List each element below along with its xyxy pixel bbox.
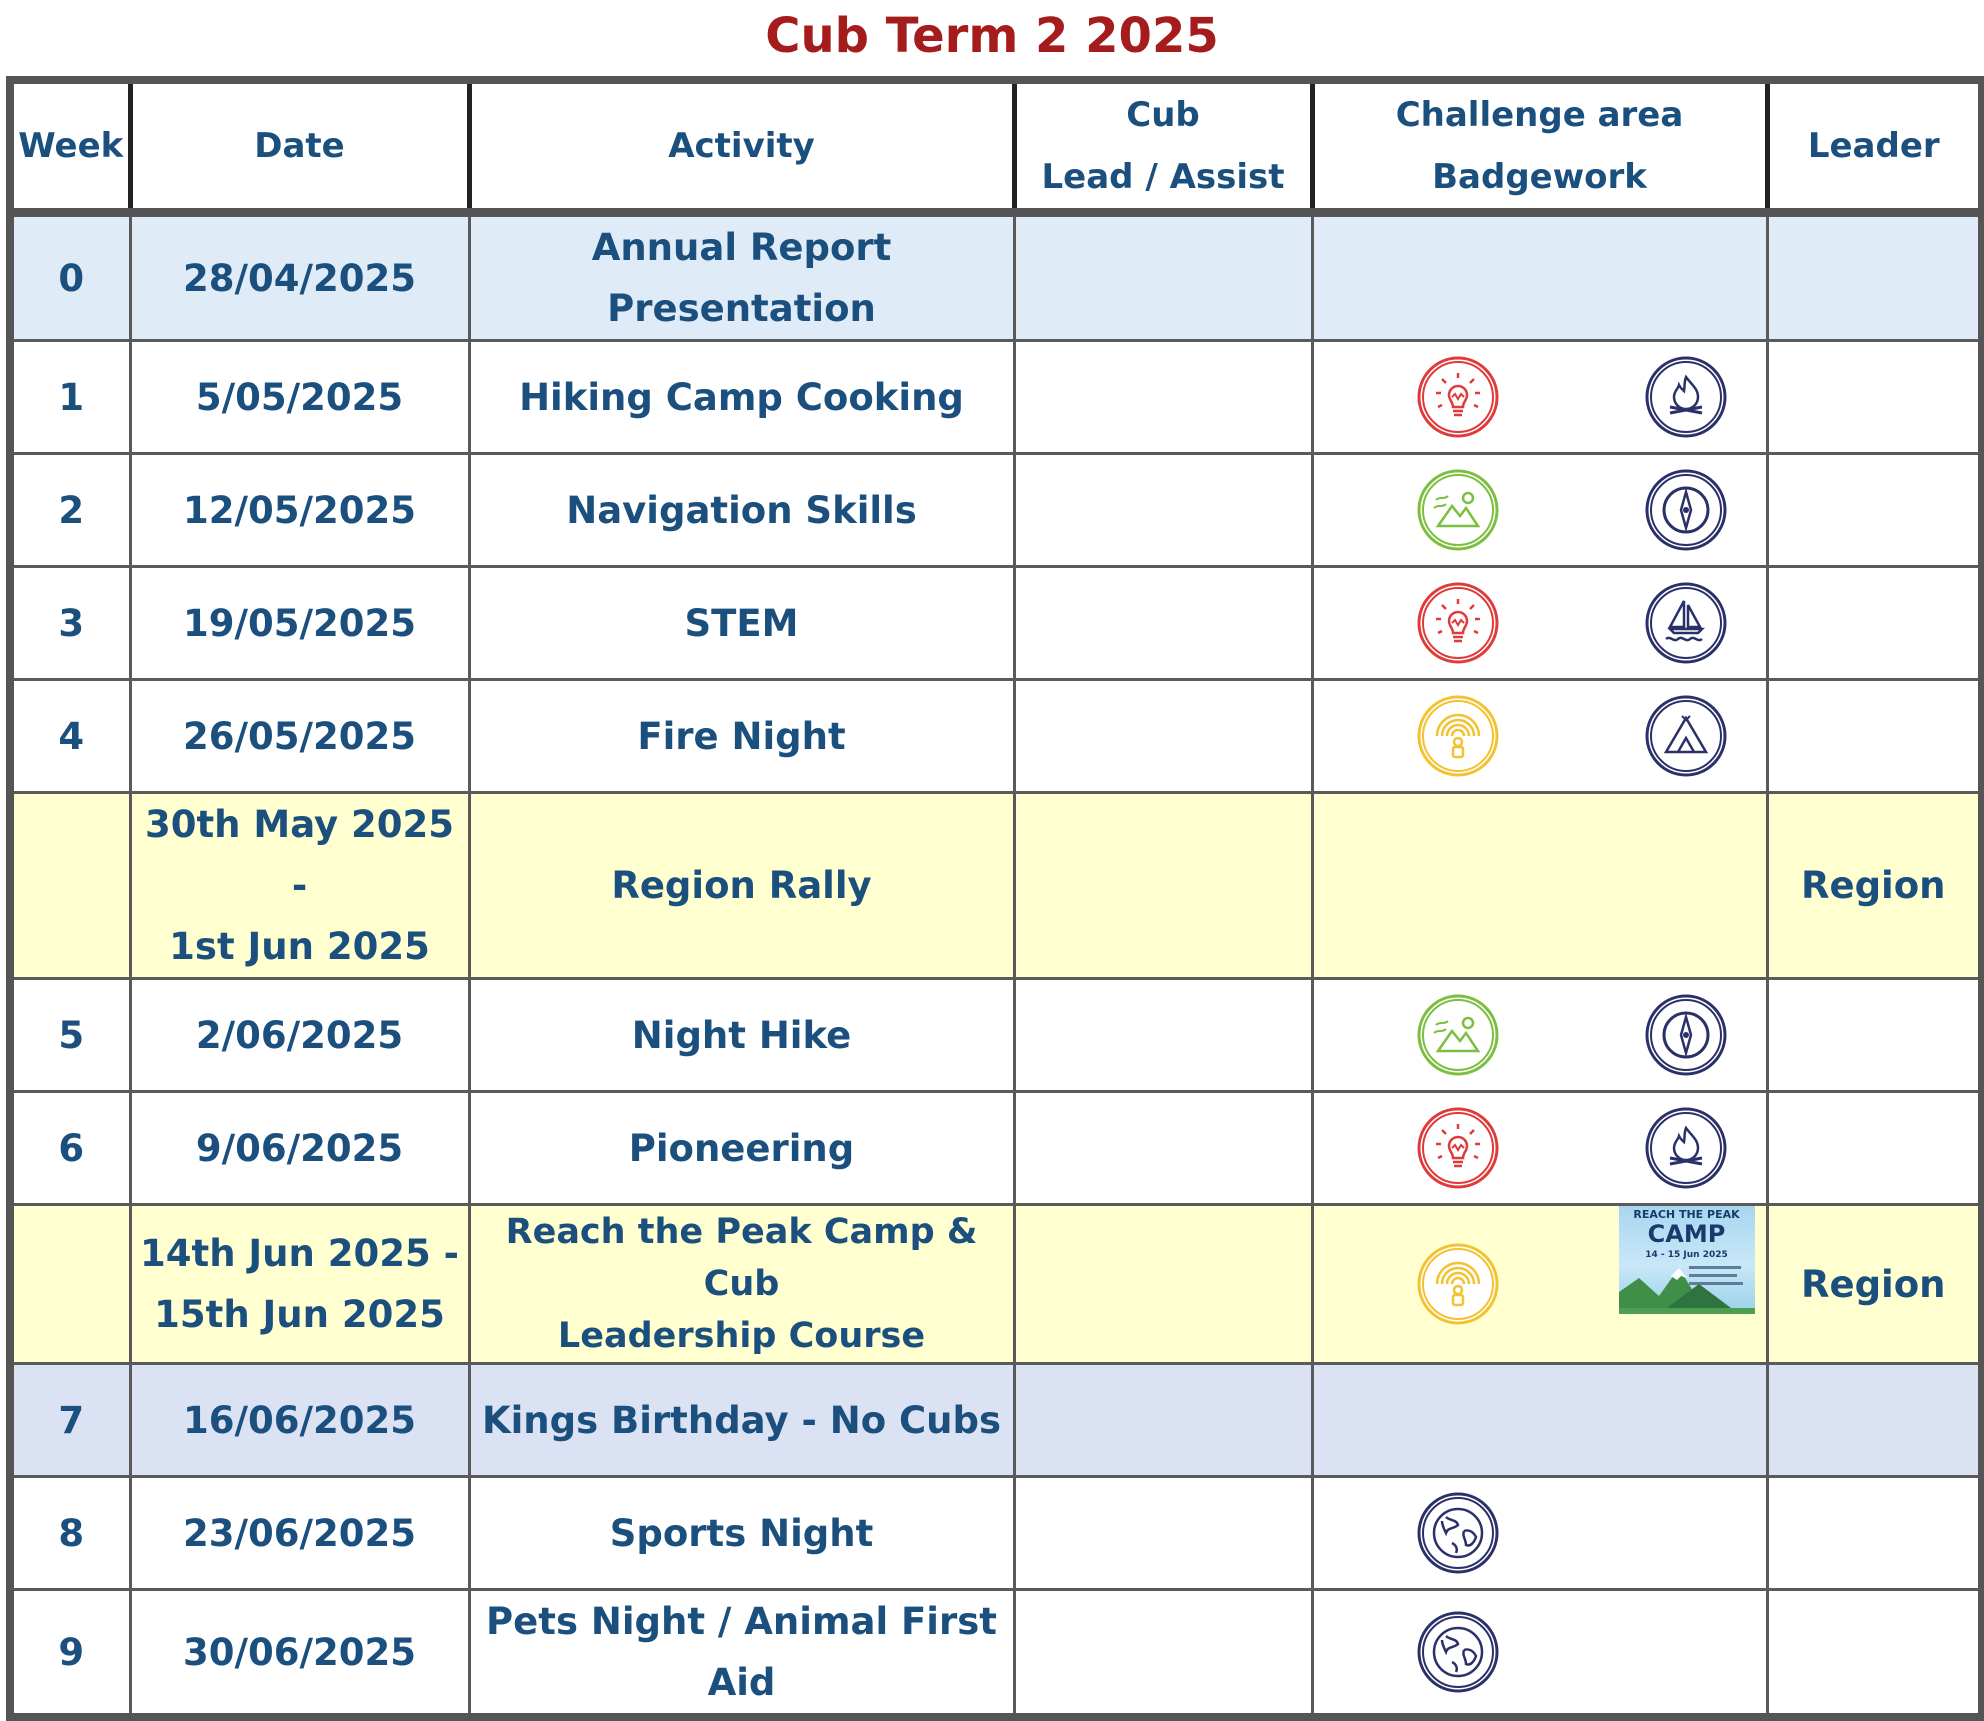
cub-cell — [1014, 341, 1312, 454]
cub-cell — [1014, 213, 1312, 341]
date-cell: 30th May 2025 - 1st Jun 2025 — [130, 793, 469, 979]
date-cell: 2/06/2025 — [130, 979, 469, 1092]
date-cell: 23/06/2025 — [130, 1477, 469, 1590]
week-cell: 4 — [10, 680, 130, 793]
week-cell: 3 — [10, 567, 130, 680]
cub-cell — [1014, 979, 1312, 1092]
badges-cell — [1312, 1092, 1767, 1205]
activity-cell: Region Rally — [469, 793, 1014, 979]
leader-cell: Region — [1767, 793, 1982, 979]
lightbulb-icon — [1416, 581, 1500, 665]
campfire-icon — [1644, 355, 1728, 439]
table-row — [10, 1477, 1982, 1590]
activity-cell: Hiking Camp Cooking — [469, 341, 1014, 454]
cub-cell — [1014, 1477, 1312, 1590]
badges-cell — [1312, 213, 1767, 341]
leader-cell — [1767, 567, 1982, 680]
table-row — [10, 567, 1982, 680]
date-cell: 19/05/2025 — [130, 567, 469, 680]
compass-icon — [1644, 993, 1728, 1077]
activity-cell: Sports Night — [469, 1477, 1014, 1590]
signal-person-icon — [1416, 1242, 1500, 1326]
leader-cell: Region — [1767, 1205, 1982, 1364]
header-cub-lead-assist: Cub Lead / Assist — [1014, 80, 1312, 213]
cub-cell — [1014, 680, 1312, 793]
leader-cell — [1767, 1590, 1982, 1718]
mountains-icon — [1416, 993, 1500, 1077]
table-row — [10, 341, 1982, 454]
week-cell — [10, 1205, 130, 1364]
activity-cell: Annual Report Presentation — [469, 213, 1014, 341]
badges-cell — [1312, 1477, 1767, 1590]
week-cell — [10, 793, 130, 979]
leader-cell — [1767, 213, 1982, 341]
compass-icon — [1644, 468, 1728, 552]
week-cell: 5 — [10, 979, 130, 1092]
schedule-table — [6, 76, 1984, 1721]
week-cell: 9 — [10, 1590, 130, 1718]
week-cell: 7 — [10, 1364, 130, 1477]
header-leader: Leader — [1767, 80, 1982, 213]
week-cell: 0 — [10, 213, 130, 341]
leader-cell — [1767, 979, 1982, 1092]
leader-cell — [1767, 341, 1982, 454]
cub-cell — [1014, 1205, 1312, 1364]
week-cell: 1 — [10, 341, 130, 454]
table-row — [10, 1092, 1982, 1205]
badges-cell — [1312, 1590, 1767, 1718]
signal-person-icon — [1416, 694, 1500, 778]
leader-cell — [1767, 1477, 1982, 1590]
leader-cell — [1767, 680, 1982, 793]
date-cell: 16/06/2025 — [130, 1364, 469, 1477]
activity-cell: Fire Night — [469, 680, 1014, 793]
cub-cell — [1014, 1590, 1312, 1718]
table-row — [10, 680, 1982, 793]
activity-cell: Reach the Peak Camp & Cub Leadership Course — [469, 1205, 1014, 1364]
table-row — [10, 1205, 1982, 1364]
badges-cell — [1312, 341, 1767, 454]
week-cell: 8 — [10, 1477, 130, 1590]
lightbulb-icon — [1416, 1106, 1500, 1190]
globe-icon — [1416, 1491, 1500, 1575]
leader-cell — [1767, 454, 1982, 567]
mountain-illustration — [1619, 1254, 1755, 1314]
activity-cell: Night Hike — [469, 979, 1014, 1092]
date-cell: 14th Jun 2025 - 15th Jun 2025 — [130, 1205, 469, 1364]
cub-cell — [1014, 793, 1312, 979]
badges-cell — [1312, 454, 1767, 567]
table-row — [10, 1364, 1982, 1477]
table-row — [10, 454, 1982, 567]
date-cell: 30/06/2025 — [130, 1590, 469, 1718]
date-cell: 5/05/2025 — [130, 341, 469, 454]
badges-cell — [1312, 1205, 1767, 1364]
page-title: Cub Term 2 2025 — [765, 8, 1219, 64]
cub-cell — [1014, 1092, 1312, 1205]
badges-cell — [1312, 680, 1767, 793]
header-row — [10, 80, 1982, 213]
date-cell: 28/04/2025 — [130, 213, 469, 341]
week-cell: 2 — [10, 454, 130, 567]
header-date: Date — [130, 80, 469, 213]
activity-cell: Navigation Skills — [469, 454, 1014, 567]
leader-cell — [1767, 1092, 1982, 1205]
camp-poster: REACH THE PEAK CAMP 14 - 15 Jun 2025 — [1619, 1206, 1755, 1314]
header-challenge-area: Challenge area Badgework — [1312, 80, 1767, 213]
badges-cell — [1312, 1364, 1767, 1477]
date-cell: 12/05/2025 — [130, 454, 469, 567]
badges-cell — [1312, 793, 1767, 979]
cub-cell — [1014, 454, 1312, 567]
campfire-icon — [1644, 1106, 1728, 1190]
activity-cell: STEM — [469, 567, 1014, 680]
activity-cell: Kings Birthday - No Cubs — [469, 1364, 1014, 1477]
activity-cell: Pets Night / Animal First Aid — [469, 1590, 1014, 1718]
tent-icon — [1644, 694, 1728, 778]
date-cell: 26/05/2025 — [130, 680, 469, 793]
cub-cell — [1014, 567, 1312, 680]
table-row — [10, 213, 1982, 341]
leader-cell — [1767, 1364, 1982, 1477]
table-row — [10, 979, 1982, 1092]
header-week: Week — [10, 80, 130, 213]
header-activity: Activity — [469, 80, 1014, 213]
globe-icon — [1416, 1610, 1500, 1694]
sailboat-icon — [1644, 581, 1728, 665]
activity-cell: Pioneering — [469, 1092, 1014, 1205]
mountains-icon — [1416, 468, 1500, 552]
lightbulb-icon — [1416, 355, 1500, 439]
table-row — [10, 1590, 1982, 1718]
cub-cell — [1014, 1364, 1312, 1477]
badges-cell — [1312, 567, 1767, 680]
badges-cell — [1312, 979, 1767, 1092]
week-cell: 6 — [10, 1092, 130, 1205]
table-row — [10, 793, 1982, 979]
date-cell: 9/06/2025 — [130, 1092, 469, 1205]
